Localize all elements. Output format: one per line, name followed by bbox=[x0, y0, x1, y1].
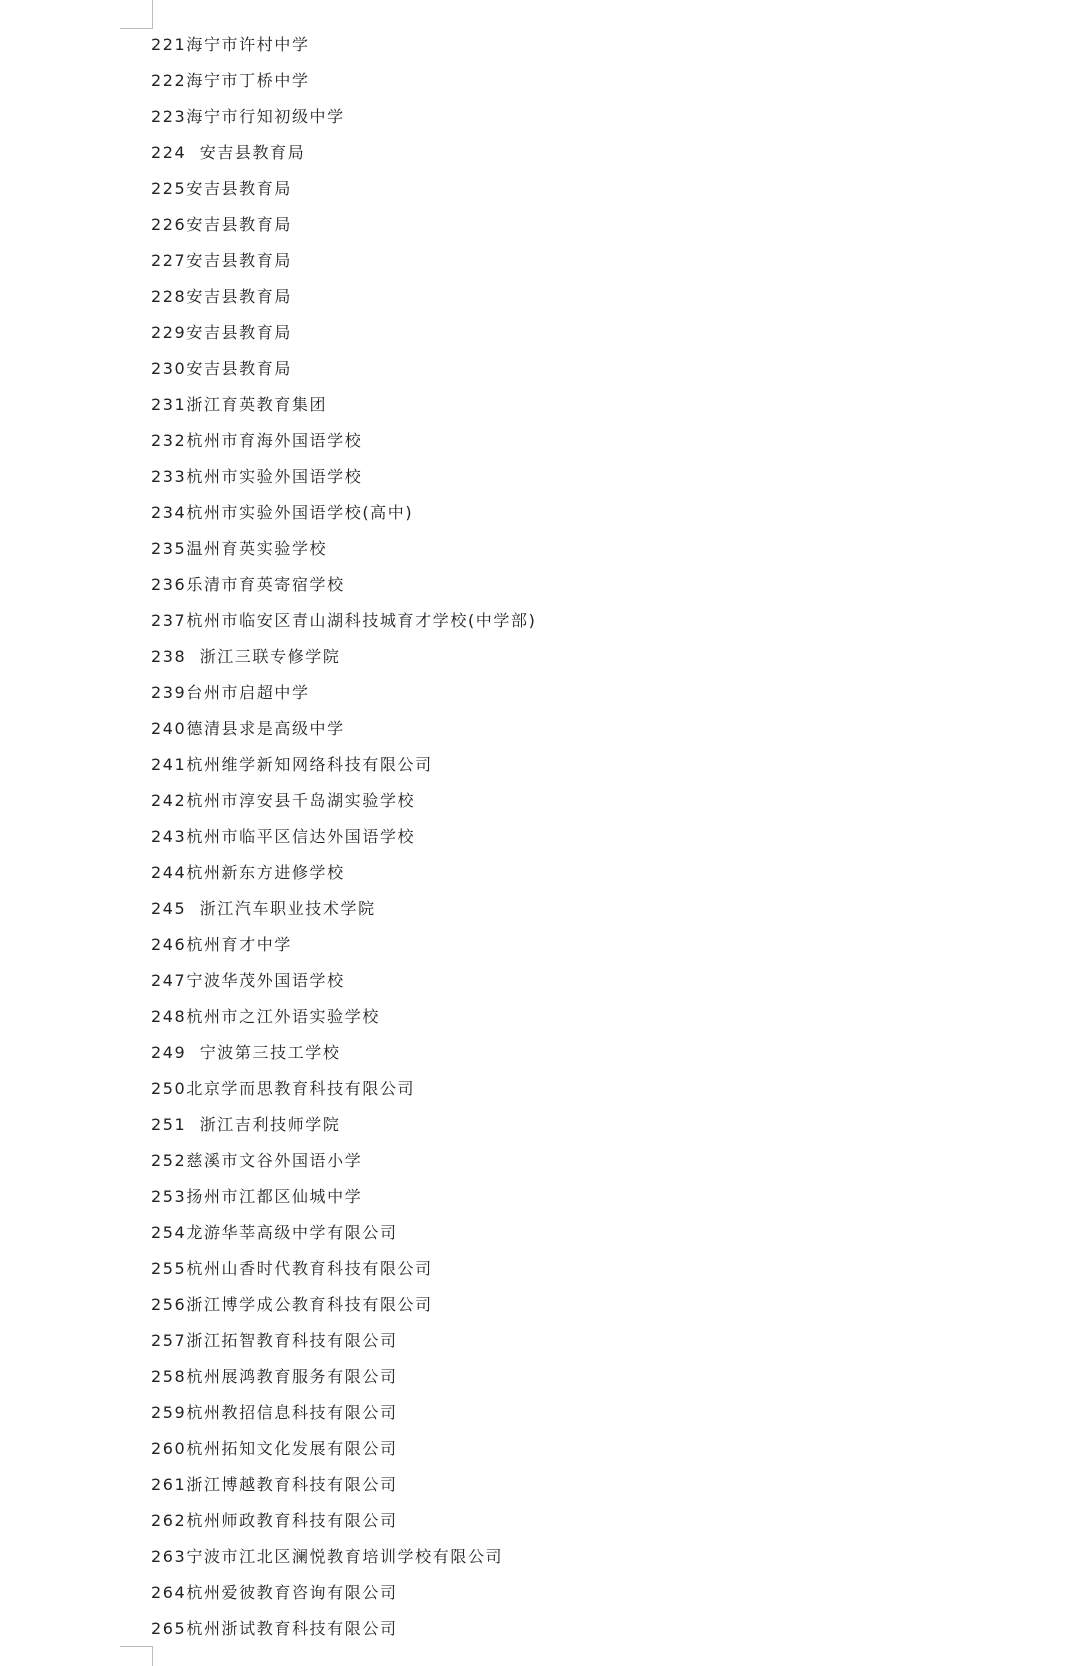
list-item: 226安吉县教育局 bbox=[151, 215, 292, 234]
list-item: 246杭州育才中学 bbox=[151, 935, 292, 954]
list-item: 265杭州浙试教育科技有限公司 bbox=[151, 1619, 398, 1638]
page-corner-mark-top bbox=[120, 0, 153, 29]
list-item: 260杭州拓知文化发展有限公司 bbox=[151, 1439, 398, 1458]
list-item: 248杭州市之江外语实验学校 bbox=[151, 1007, 380, 1026]
list-item: 221海宁市许村中学 bbox=[151, 35, 310, 54]
list-item: 228安吉县教育局 bbox=[151, 287, 292, 306]
list-item: 222海宁市丁桥中学 bbox=[151, 71, 310, 90]
list-item: 231浙江育英教育集团 bbox=[151, 395, 328, 414]
list-item: 258杭州展鸿教育服务有限公司 bbox=[151, 1367, 398, 1386]
list-item: 234杭州市实验外国语学校(高中) bbox=[151, 503, 414, 522]
list-item: 235温州育英实验学校 bbox=[151, 539, 328, 558]
list-item: 255杭州山香时代教育科技有限公司 bbox=[151, 1259, 433, 1278]
list-item: 262杭州师政教育科技有限公司 bbox=[151, 1511, 398, 1530]
list-item: 236乐清市育英寄宿学校 bbox=[151, 575, 345, 594]
list-item: 257浙江拓智教育科技有限公司 bbox=[151, 1331, 398, 1350]
list-item: 230安吉县教育局 bbox=[151, 359, 292, 378]
list-item: 224 安吉县教育局 bbox=[151, 143, 306, 162]
list-item: 227安吉县教育局 bbox=[151, 251, 292, 270]
list-item: 251 浙江吉利技师学院 bbox=[151, 1115, 341, 1134]
list-item: 238 浙江三联专修学院 bbox=[151, 647, 341, 666]
list-item: 264杭州爱彼教育咨询有限公司 bbox=[151, 1583, 398, 1602]
list-item: 245 浙江汽车职业技术学院 bbox=[151, 899, 376, 918]
list-item: 249 宁波第三技工学校 bbox=[151, 1043, 341, 1062]
list-item: 240德清县求是高级中学 bbox=[151, 719, 345, 738]
institution-list bbox=[151, 31, 536, 1651]
list-item: 253扬州市江都区仙城中学 bbox=[151, 1187, 363, 1206]
list-item: 223海宁市行知初级中学 bbox=[151, 107, 345, 126]
list-item: 241杭州维学新知网络科技有限公司 bbox=[151, 755, 433, 774]
list-item: 237杭州市临安区青山湖科技城育才学校(中学部) bbox=[151, 611, 537, 630]
list-item: 233杭州市实验外国语学校 bbox=[151, 467, 363, 486]
list-item: 225安吉县教育局 bbox=[151, 179, 292, 198]
list-item: 259杭州教招信息科技有限公司 bbox=[151, 1403, 398, 1422]
list-item: 244杭州新东方进修学校 bbox=[151, 863, 345, 882]
list-item: 232杭州市育海外国语学校 bbox=[151, 431, 363, 450]
list-item: 254龙游华莘高级中学有限公司 bbox=[151, 1223, 398, 1242]
page-corner-mark-bottom bbox=[120, 1646, 153, 1666]
list-item: 250北京学而思教育科技有限公司 bbox=[151, 1079, 416, 1098]
list-item: 239台州市启超中学 bbox=[151, 683, 310, 702]
list-item: 261浙江博越教育科技有限公司 bbox=[151, 1475, 398, 1494]
list-item: 252慈溪市文谷外国语小学 bbox=[151, 1151, 363, 1170]
list-item: 256浙江博学成公教育科技有限公司 bbox=[151, 1295, 433, 1314]
list-item: 263宁波市江北区澜悦教育培训学校有限公司 bbox=[151, 1547, 504, 1566]
list-item: 242杭州市淳安县千岛湖实验学校 bbox=[151, 791, 416, 810]
list-item: 243杭州市临平区信达外国语学校 bbox=[151, 827, 416, 846]
list-item: 247宁波华茂外国语学校 bbox=[151, 971, 345, 990]
list-item: 229安吉县教育局 bbox=[151, 323, 292, 342]
